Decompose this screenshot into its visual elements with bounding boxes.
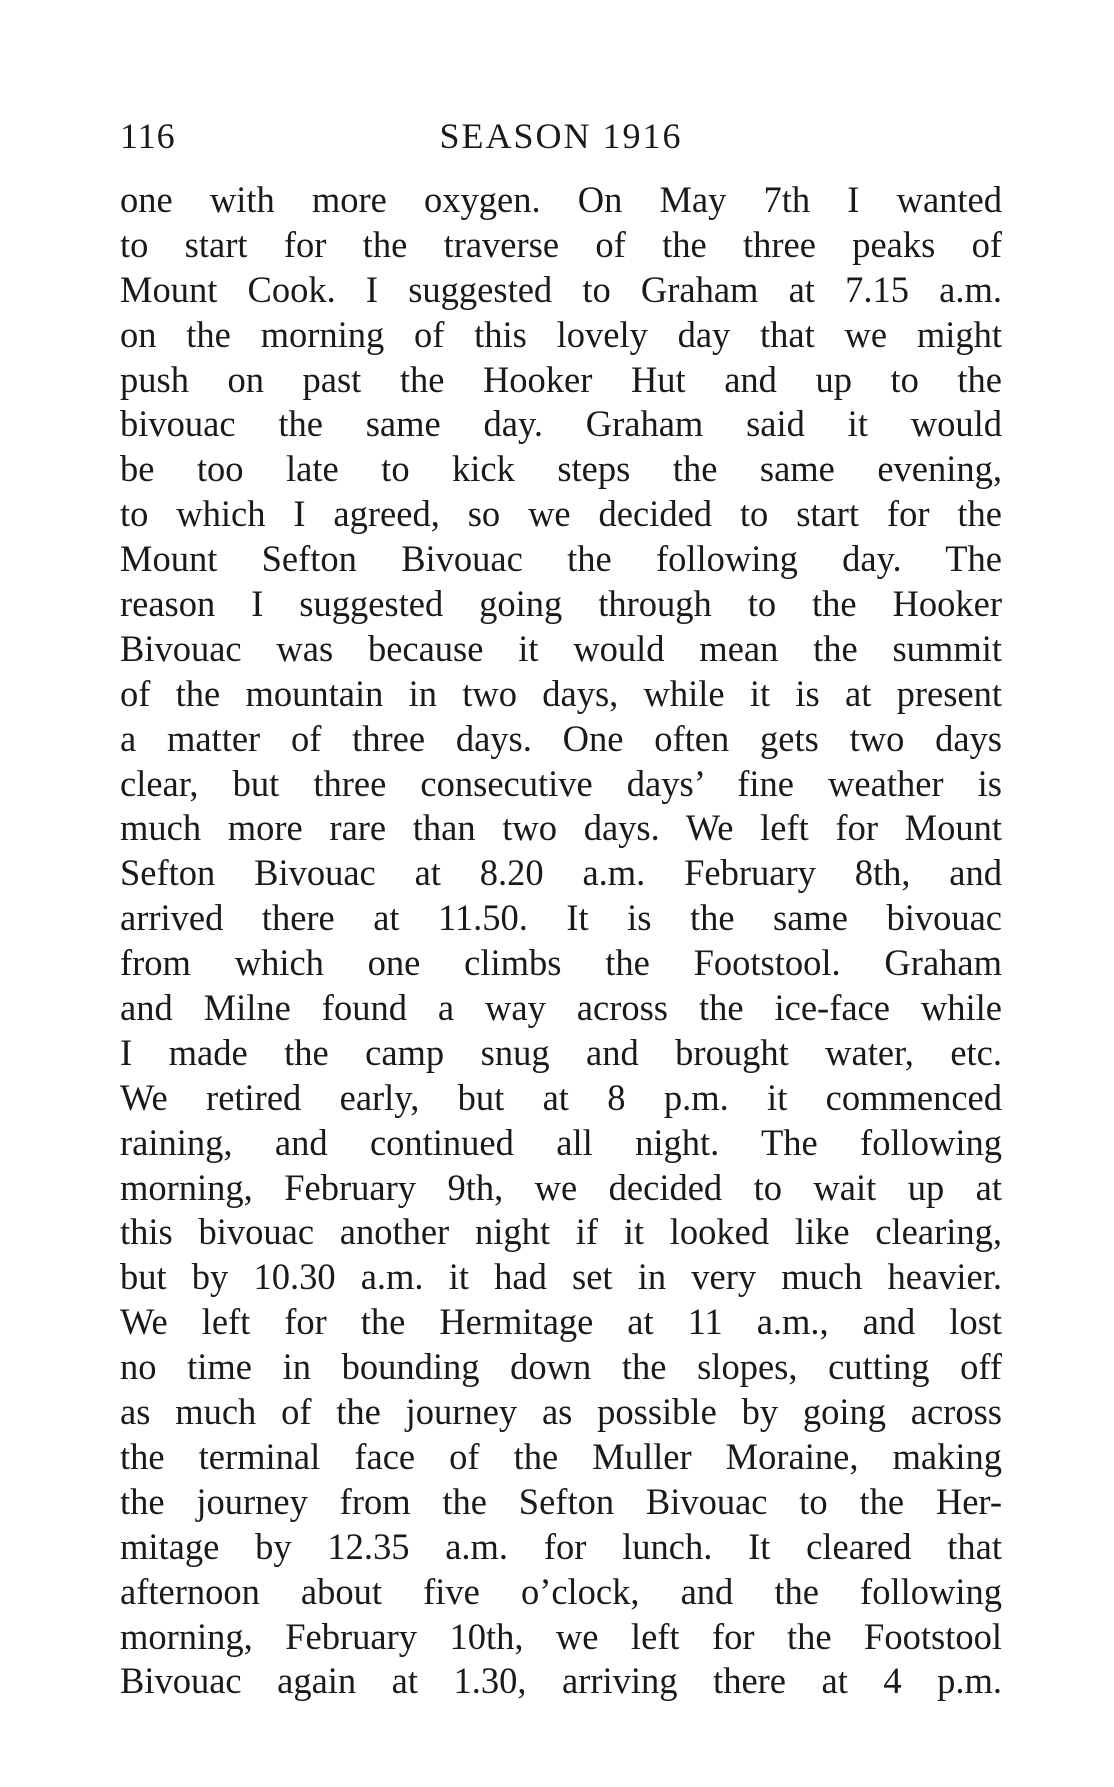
text-line: raining, and continued all night. The following (120, 1121, 1002, 1163)
text-line: one with more oxygen. On May 7th I wanted (120, 179, 1002, 220)
text-line: Bivouac again at 1.30, arriving there at 4 p.m. (120, 1660, 1002, 1702)
text-line: as much of the journey as possible by going across (120, 1391, 1002, 1433)
text-line: reason I suggested going through to the Hooker (120, 583, 1002, 625)
text-line: on the morning of this lovely day that we might (120, 313, 1002, 355)
text-line: arrived there at 11.50. It is the same bivouac (120, 897, 1002, 939)
text-line: mitage by 12.35 a.m. for lunch. It cleared that (120, 1525, 1002, 1567)
body-text (120, 178, 1002, 1704)
text-line: Mount Sefton Bivouac the following day. The (120, 538, 1002, 580)
text-line: afternoon about five o’clock, and the following (120, 1570, 1002, 1612)
text-line: We retired early, but at 8 p.m. it commenced (120, 1076, 1002, 1118)
text-line: the journey from the Sefton Bivouac to the Her- (120, 1480, 1002, 1522)
text-line: Mount Cook. I suggested to Graham at 7.15 a.m. (120, 268, 1002, 310)
text-line: from which one climbs the Footstool. Graham (120, 942, 1002, 984)
text-line: morning, February 10th, we left for the Footstool (120, 1615, 1002, 1657)
text-line: morning, February 9th, we decided to wait up at (120, 1166, 1002, 1208)
text-line: a matter of three days. One often gets two days (120, 717, 1002, 759)
running-head: SEASON 1916 (439, 116, 683, 156)
text-line: this bivouac another night if it looked like clearing, (120, 1211, 1002, 1253)
text-line: We left for the Hermitage at 11 a.m., and lost (120, 1301, 1002, 1343)
text-line: Bivouac was because it would mean the summit (120, 627, 1002, 669)
page-header (120, 112, 1002, 160)
text-line: and Milne found a way across the ice-face while (120, 987, 1002, 1029)
text-line: push on past the Hooker Hut and up to the (120, 358, 1002, 400)
text-line: but by 10.30 a.m. it had set in very much heavier. (120, 1256, 1002, 1298)
text-line: clear, but three consecutive days’ fine weather is (120, 762, 1002, 804)
text-line: the terminal face of the Muller Moraine, making (120, 1435, 1002, 1477)
text-line: of the mountain in two days, while it is at present (120, 672, 1002, 714)
text-line: to start for the traverse of the three peaks of (120, 223, 1002, 265)
text-line: much more rare than two days. We left for Mount (120, 807, 1002, 849)
text-line: be too late to kick steps the same evening, (120, 448, 1002, 490)
page-number: 116 (120, 116, 176, 156)
text-line: to which I agreed, so we decided to start for the (120, 493, 1002, 535)
text-line: bivouac the same day. Graham said it would (120, 403, 1002, 445)
text-line: no time in bounding down the slopes, cutting off (120, 1346, 1002, 1388)
text-line: I made the camp snug and brought water, etc. (120, 1031, 1002, 1073)
text-line: Sefton Bivouac at 8.20 a.m. February 8th, and (120, 852, 1002, 894)
